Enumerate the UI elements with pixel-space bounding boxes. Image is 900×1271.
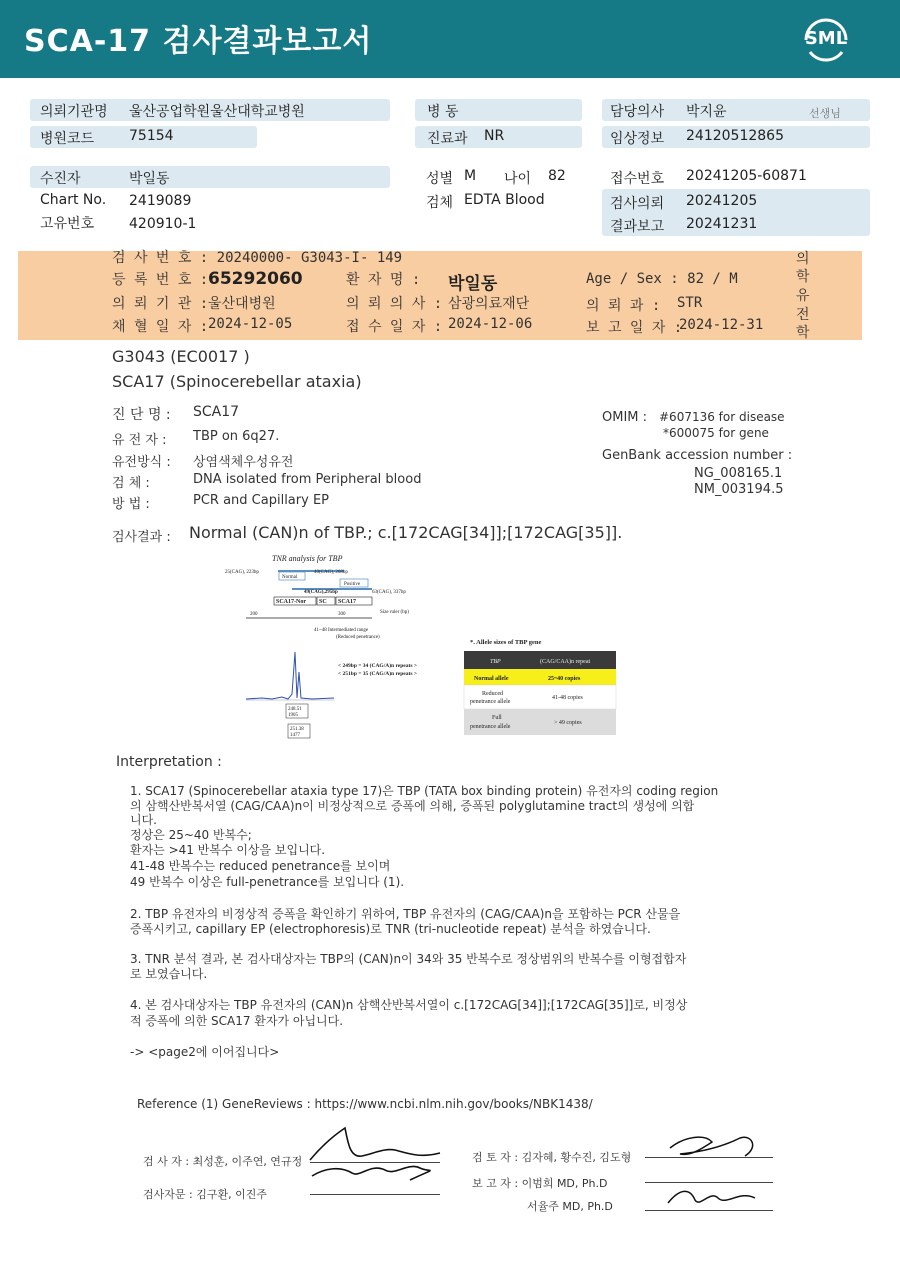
vertical-char: 전: [796, 307, 810, 323]
receive-value: 2024-12-06: [448, 316, 533, 332]
fig-title: TNR analysis for TBP: [272, 554, 343, 563]
table-row-reduced: [464, 685, 616, 709]
sex-label: 성별: [426, 171, 454, 187]
age-label: 나이: [504, 171, 532, 187]
fig-range: 41~48 Intermediated range: [314, 628, 369, 633]
reporter: 보 고 자 : 이범희 MD, Ph.D: [472, 1177, 608, 1190]
tnr-figure: [222, 552, 622, 742]
fig-r3a2: penetrance allele: [470, 724, 511, 730]
logo-text: SML: [804, 28, 848, 49]
fig-th1: TBP: [490, 659, 501, 665]
reg-label: 등 록 번 호 :: [112, 272, 209, 288]
result-value: Normal (CAN)n of TBP.; c.[172CAG[34]];[172CAG[35]].: [189, 523, 623, 542]
test-number: 검 사 번 호 : 20240000- G3043-I- 149: [112, 250, 403, 266]
fig-200: 200: [250, 612, 258, 617]
interp-line: 4. 본 검사대상자는 TBP 유전자의 (CAN)n 삼핵산반복서열이 c.[172CAG[34]];[172CAG[35]]로, 비정상: [130, 998, 688, 1012]
fig-r1a: Normal allele: [474, 676, 509, 682]
specimen-value: EDTA Blood: [464, 192, 545, 208]
diag-value: SCA17: [193, 404, 240, 420]
omim-gene: *600075 for gene: [663, 426, 769, 440]
doctor-value: 박지윤: [686, 104, 727, 120]
interp-line: 49 반복수 이상은 full-penetrance를 보입니다 (1).: [130, 875, 405, 889]
receipt-value: 20241205-60871: [686, 168, 807, 184]
band-report-value: 2024-12-31: [679, 317, 764, 333]
fig-p2a: 251.38: [290, 727, 304, 732]
fig-p1b: 1905: [288, 713, 298, 718]
request-date-label: 검사의뢰: [610, 196, 665, 212]
ward-label: 병 동: [427, 104, 459, 120]
reviewer: 검 토 자 : 김자혜, 황수진, 김도형: [472, 1151, 632, 1164]
patient-summary-band: [18, 251, 862, 340]
sex-value: M: [464, 168, 477, 184]
band-patient-value: 박일동: [448, 274, 498, 294]
genbank-ng: NG_008165.1: [694, 466, 783, 481]
band-patient-label: 환 자 명 :: [346, 272, 421, 288]
fig-box3: SCA17: [338, 599, 357, 605]
inherit-value: 상염색체우성유전: [193, 455, 294, 470]
fig-normal: Normal: [282, 575, 298, 580]
diag-label: 진 단 명 :: [112, 407, 171, 423]
vertical-char: 유: [796, 288, 810, 304]
vertical-char: 학: [796, 325, 810, 341]
fig-label-left: 25(CAG), 223bp: [225, 570, 259, 575]
chart-value: 2419089: [129, 193, 192, 209]
doctor-suffix: 선생님: [809, 107, 841, 120]
fig-positive: Positive: [344, 582, 361, 587]
vertical-char: 학: [796, 269, 810, 285]
reference: Reference (1) GeneReviews : https://www.ncbi.nlm.nih.gov/books/NBK1438/: [137, 1097, 593, 1111]
patient-value: 박일동: [129, 171, 170, 187]
interp-line: 의 삼핵산반복서열 (CAG/CAA)n이 비정상적으로 증폭에 의해, 증폭된 polyglutamine tract의 생성에 의합: [130, 799, 695, 813]
fig-ruler: Size ruler (bp): [380, 610, 409, 615]
chart-label: Chart No.: [40, 192, 107, 208]
signature-tester: [300, 1118, 460, 1208]
interp-continue: -> <page2에 이어집니다>: [130, 1045, 280, 1059]
fig-r1b: 25~40 copies: [548, 676, 581, 682]
interp-title: Interpretation :: [116, 754, 222, 770]
interp-line: 3. TNR 분석 결과, 본 검사대상자는 TBP의 (CAN)n이 34와 35 반복수로 정상범위의 반복수를 이형접합자: [130, 952, 687, 966]
fig-box1: SCA17-Nor: [276, 599, 306, 605]
band-org-label: 의 뢰 기 관 :: [112, 296, 209, 312]
interp-line: 1. SCA17 (Spinocerebellar ataxia type 17)은 TBP (TATA box binding protein) 유전자의 coding region: [130, 784, 719, 798]
gene-value: TBP on 6q27.: [193, 429, 280, 444]
omim-disease: #607136 for disease: [659, 410, 785, 424]
fig-300: 300: [338, 612, 346, 617]
fig-49: 49(CAG),295bp: [304, 590, 338, 595]
interp-line: 정상은 25~40 반복수;: [130, 828, 252, 842]
dept-label: 진료과: [427, 131, 468, 147]
request-date-value: 20241205: [686, 193, 758, 209]
receipt-label: 접수번호: [610, 171, 665, 187]
specimen-label: 검체: [426, 195, 454, 211]
doctor-label: 담당의사: [610, 104, 665, 120]
report-date-value: 20241231: [686, 216, 758, 232]
inherit-label: 유전방식 :: [112, 455, 171, 470]
report-header: [0, 0, 900, 78]
collect-label: 채 혈 일 자 :: [112, 319, 209, 335]
fig-r3b: > 49 copies: [554, 720, 582, 726]
vertical-char: 의: [796, 251, 810, 267]
unique-value: 420910-1: [129, 216, 197, 232]
genbank-label: GenBank accession number :: [602, 448, 793, 463]
fig-p2b: 1477: [290, 733, 300, 738]
band-dept-label: 의 뢰 과 :: [586, 298, 661, 314]
fig-r2b: 41-48 copies: [552, 695, 583, 701]
unique-label: 고유번호: [40, 216, 95, 232]
sample-label: 검 체 :: [112, 476, 150, 491]
clinical-label: 임상정보: [610, 131, 665, 147]
sml-logo: [800, 14, 852, 66]
band-org-value: 울산대병원: [208, 296, 276, 312]
gene-label: 유 전 자 :: [112, 433, 167, 448]
report-date-label: 결과보고: [610, 219, 665, 235]
method-value: PCR and Capillary EP: [193, 493, 329, 508]
band-dept-value: STR: [677, 295, 703, 311]
collect-value: 2024-12-05: [208, 316, 293, 332]
fig-note1: < 249bp = 34 (CAG/A)n repeats >: [338, 663, 417, 669]
fig-note2: < 251bp = 35 (CAG/A)n repeats >: [338, 671, 417, 677]
fig-r2a: Reduced: [482, 691, 503, 697]
fig-box2: SC: [319, 599, 327, 605]
interp-line: 로 보였습니다.: [130, 967, 208, 981]
tester: 검 사 자 : 최성훈, 이주연, 연규정: [143, 1155, 303, 1168]
signature-reviewer: [660, 1128, 770, 1218]
patient-bar: [30, 166, 390, 188]
interp-line: 니다.: [130, 813, 157, 827]
report-title: SCA-17 검사결과보고서: [24, 24, 373, 59]
result-label: 검사결과 :: [112, 530, 171, 545]
band-doctor-label: 의 뢰 의 사 :: [346, 296, 443, 312]
code-label: 병원코드: [40, 131, 95, 147]
interp-line: 환자는 >41 반복수 이상을 보입니다.: [130, 843, 326, 857]
fig-r3a: Full: [492, 715, 502, 721]
fig-r2a2: penetrance allele: [470, 699, 511, 705]
interp-line: 2. TBP 유전자의 비정상적 증폭을 확인하기 위하여, TBP 유전자의 (CAG/CAA)n을 포함하는 PCR 산물을: [130, 907, 681, 921]
receive-label: 접 수 일 자 :: [346, 319, 443, 335]
reg-value: 65292060: [208, 269, 303, 289]
method-label: 방 법 :: [112, 497, 150, 512]
band-doctor-value: 삼광의료재단: [448, 296, 530, 312]
genbank-nm: NM_003194.5: [694, 482, 784, 497]
interp-line: 증폭시키고, capillary EP (electrophoresis)로 TNR (tri-nucleotide repeat) 분석을 하였습니다.: [130, 922, 651, 936]
fig-label-right: 40(CAG), 268bp: [314, 570, 348, 575]
fig-range2: (Reduced penetrance): [336, 635, 380, 640]
band-report-label: 보 고 일 자 :: [586, 320, 683, 336]
clinical-value: 24120512865: [686, 128, 784, 144]
interp-line: 41-48 반복수는 reduced penetrance를 보이며: [130, 859, 391, 873]
fig-table-title: *. Allele sizes of TBP gene: [470, 639, 542, 646]
patient-label: 수진자: [40, 171, 81, 187]
org-value: 울산공업학원울산대학교병원: [129, 104, 305, 120]
fig-p1a: 248.51: [288, 707, 302, 712]
age-value: 82: [548, 168, 566, 184]
trace-line: [246, 652, 334, 699]
age-sex: Age / Sex : 82 / M: [586, 271, 738, 287]
reporter-2: 서율주 MD, Ph.D: [527, 1200, 613, 1213]
fig-63: 63(CAG), 337bp: [372, 590, 406, 595]
fig-th2: (CAG/CAA)n repeat: [540, 659, 591, 665]
org-label: 의뢰기관명: [40, 104, 108, 120]
omim-label: OMIM :: [602, 410, 648, 425]
table-row-full: [464, 709, 616, 735]
sample-value: DNA isolated from Peripheral blood: [193, 472, 422, 487]
interp-line: 적 증폭에 의한 SCA17 환자가 아닙니다.: [130, 1014, 344, 1028]
dept-value: NR: [484, 128, 505, 144]
code-value: 75154: [129, 128, 174, 144]
test-code: G3043 (EC0017 ): [112, 347, 250, 366]
advisor: 검사자문 : 김구환, 이진주: [143, 1188, 267, 1201]
test-name: SCA17 (Spinocerebellar ataxia): [112, 372, 362, 391]
